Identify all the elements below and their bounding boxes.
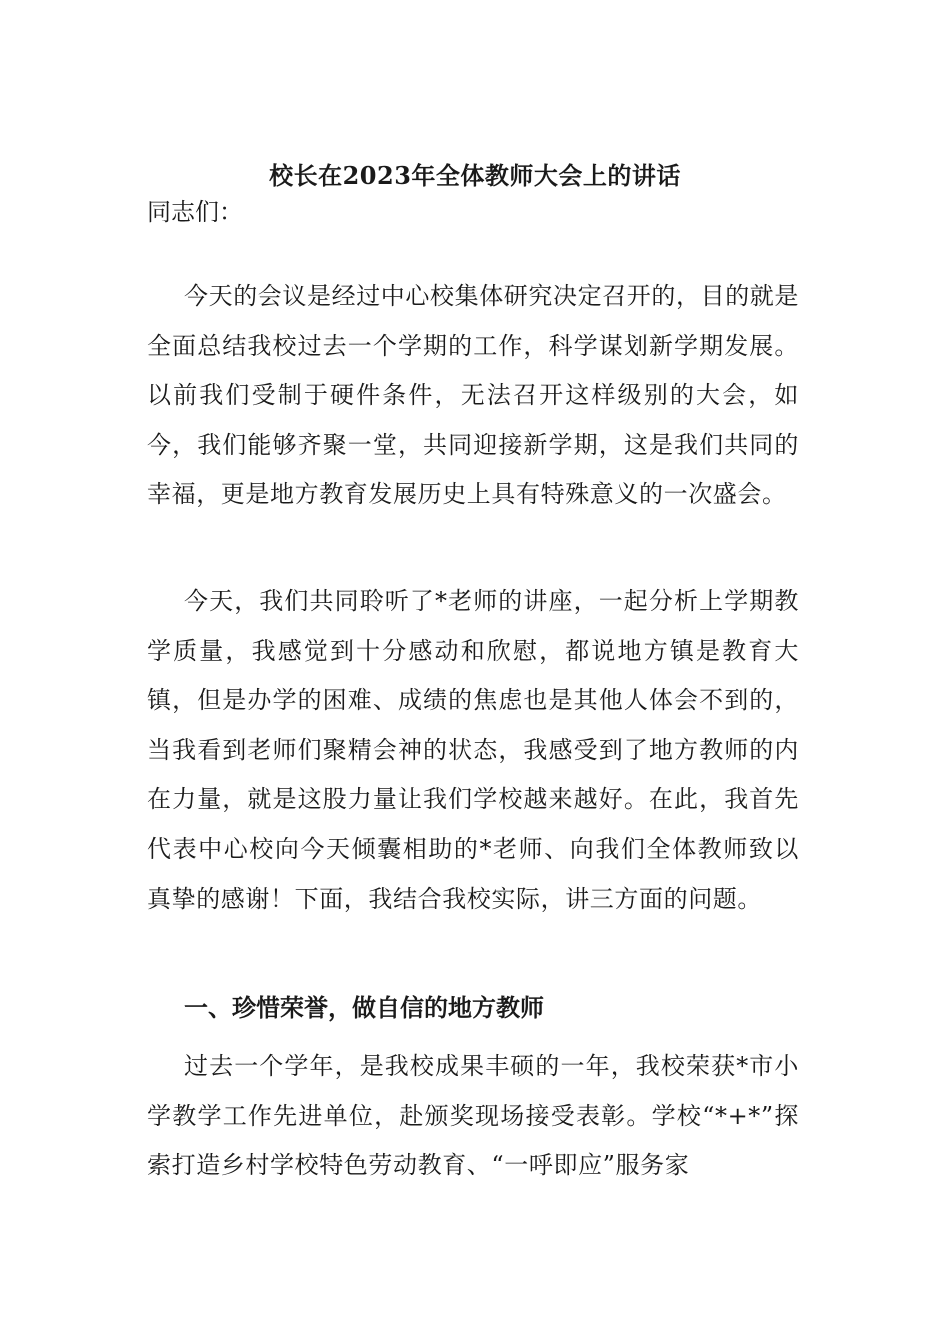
paragraph-2: 今天，我们共同聆听了*老师的讲座，一起分析上学期教学质量，我感觉到十分感动和欣慰，都说地方镇是教育大镇，但是办学的困难、成绩的焦虑也是其他人体会不到的，当我看到老师们聚精会神的状态，我感受到了地方教师的内在力量，就是这股力量让我们学校越来越好。在此，我首先代表中心校向今天倾囊相助的*老师、向我们全体教师致以真挚的感谢！下面，我结合我校实际，讲三方面的问题。 — [147, 587, 799, 913]
greeting: 同志们： — [147, 198, 243, 226]
section-paragraph: 过去一个学年，是我校成果丰硕的一年，我校荣获*市小学教学工作先进单位，赴颁奖现场接受表彰。学校“*+*”探索打造乡村学校特色劳动教育、“一呼即应”服务家 — [147, 1052, 799, 1180]
paragraph-1: 今天的会议是经过中心校集体研究决定召开的，目的就是全面总结我校过去一个学期的工作，科学谋划新学期发展。以前我们受制于硬件条件，无法召开这样级别的大会，如今，我们能够齐聚一堂，共同迎接新学期，这是我们共同的幸福，更是地方教育发展历史上具有特殊意义的一次盛会。 — [147, 282, 799, 509]
section-heading: 一、珍惜荣誉，做自信的地方教师 — [184, 993, 544, 1022]
document-title: 校长在2023年全体教师大会上的讲话 — [269, 161, 681, 190]
